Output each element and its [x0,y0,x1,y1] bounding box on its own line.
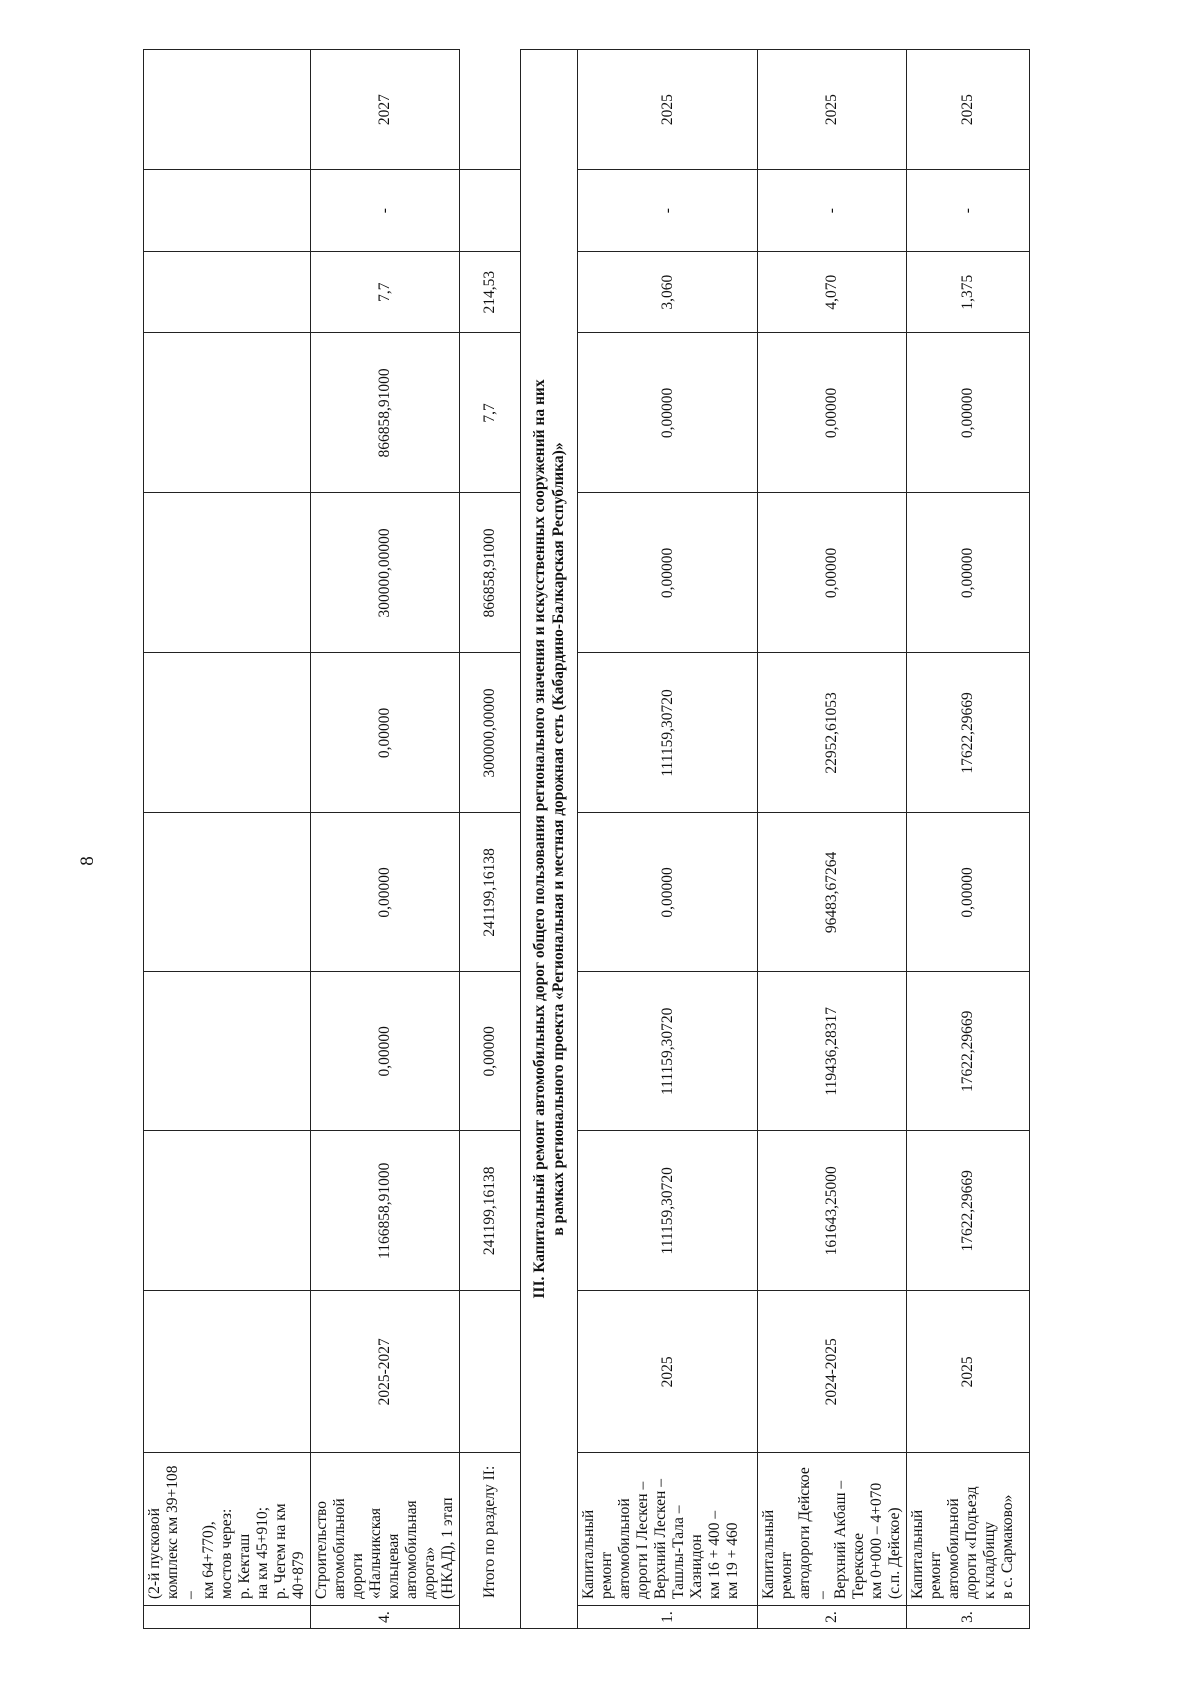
length-cell: 1,375 [907,251,1030,333]
value-cell: 866858,91000 [460,493,521,653]
page-number: 8 [77,856,98,866]
value-cell: - [578,170,758,252]
period-cell [144,1291,311,1453]
value-cell [144,813,311,972]
value-cell: 22952,61053 [758,653,907,813]
year-cell: 2025 [578,50,758,170]
value-cell [144,170,311,252]
value-cell [144,653,311,813]
value-cell [460,1291,521,1453]
section-title: III. Капитальный ремонт автомобильных дорог общего пользования регионального значения и искусственных сооружений на них в рамках регионального проекта «Региональная и местная дорожная сеть (Кабардино-Балкарская Республика)» [521,50,578,1629]
value-cell: 1166858,91000 [311,1131,460,1291]
value-cell: 0,00000 [758,333,907,493]
value-cell: 96483,67264 [758,813,907,972]
value-cell: 0,00000 [460,972,521,1131]
value-cell: 17622,29669 [907,1131,1030,1291]
section-header-row [521,50,578,1629]
value-cell [144,1131,311,1291]
table-row [578,50,758,1629]
table-row [758,50,907,1629]
value-cell [144,972,311,1131]
row-number [144,1606,311,1629]
value-cell: 0,00000 [578,333,758,493]
value-cell: 300000,00000 [311,493,460,653]
value-cell [144,333,311,493]
rotated-table-container [143,49,1055,1629]
value-cell: 0,00000 [907,493,1030,653]
table-row [144,50,311,1629]
value-cell: 241199,16138 [460,1131,521,1291]
value-cell: 0,00000 [311,813,460,972]
object-name: (2-й пусковой комплекс км 39+108 – км 64+770), мостов через: р. Кекташ на км 45+910; р. Чегем на км 40+879 [144,1453,311,1606]
value-cell: 17622,29669 [907,972,1030,1131]
value-cell [144,493,311,653]
period-cell: 2025 [907,1291,1030,1453]
value-cell: 111159,30720 [578,1131,758,1291]
value-cell: 0,00000 [578,493,758,653]
period-cell: 2025-2027 [311,1291,460,1453]
value-cell: 111159,30720 [578,653,758,813]
value-cell: 17622,29669 [907,653,1030,813]
value-cell: - [311,170,460,252]
value-cell: 0,00000 [578,813,758,972]
table-row [311,50,460,1629]
total-label: Итого по разделу II: [460,1453,521,1629]
object-name: Капитальный ремонт автомобильной дороги I Лескен – Верхний Лескен – Ташлы-Тала – Хазнидон км 16 + 400 – км 19 + 460 [578,1453,758,1606]
value-cell: 300000,00000 [460,653,521,813]
value-cell: 0,00000 [907,333,1030,493]
value-cell: 241199,16138 [460,813,521,972]
program-table [143,49,1030,1629]
row-number: 1. [578,1606,758,1629]
year-cell: 2027 [311,50,460,170]
value-cell: 111159,30720 [578,972,758,1131]
year-cell: 2025 [758,50,907,170]
value-cell: 214,53 [460,251,521,333]
year-cell [460,170,521,252]
row-number: 3. [907,1606,1030,1629]
object-name: Капитальный ремонт автодороги Дейское – Верхний Акбаш – Терекское км 0+000 – 4+070 (с.п. Дейское) [758,1453,907,1606]
period-cell: 2025 [578,1291,758,1453]
value-cell: 119436,28317 [758,972,907,1131]
value-cell: 0,00000 [758,493,907,653]
period-cell: 2024-2025 [758,1291,907,1453]
total-row [460,50,521,1629]
length-cell: 7,7 [460,333,521,493]
value-cell: 0,00000 [907,813,1030,972]
value-cell: 0,00000 [311,653,460,813]
row-number: 4. [311,1606,460,1629]
object-name: Строительство автомобильной дороги «Нальчикская кольцевая автомобильная дорога» (НКАД), 1 этап [311,1453,460,1606]
length-cell: 4,070 [758,251,907,333]
row-number: 2. [758,1606,907,1629]
value-cell: - [758,170,907,252]
value-cell: 161643,25000 [758,1131,907,1291]
length-cell: 3,060 [578,251,758,333]
length-cell [144,251,311,333]
value-cell: 866858,91000 [311,333,460,493]
table-row [907,50,1030,1629]
object-name: Капитальный ремонт автомобильной дороги «Подъезд к кладбищу в с. Сармаково» [907,1453,1030,1606]
value-cell: - [907,170,1030,252]
length-cell: 7,7 [311,251,460,333]
value-cell: 0,00000 [311,972,460,1131]
year-cell: 2025 [907,50,1030,170]
year-cell [144,50,311,170]
